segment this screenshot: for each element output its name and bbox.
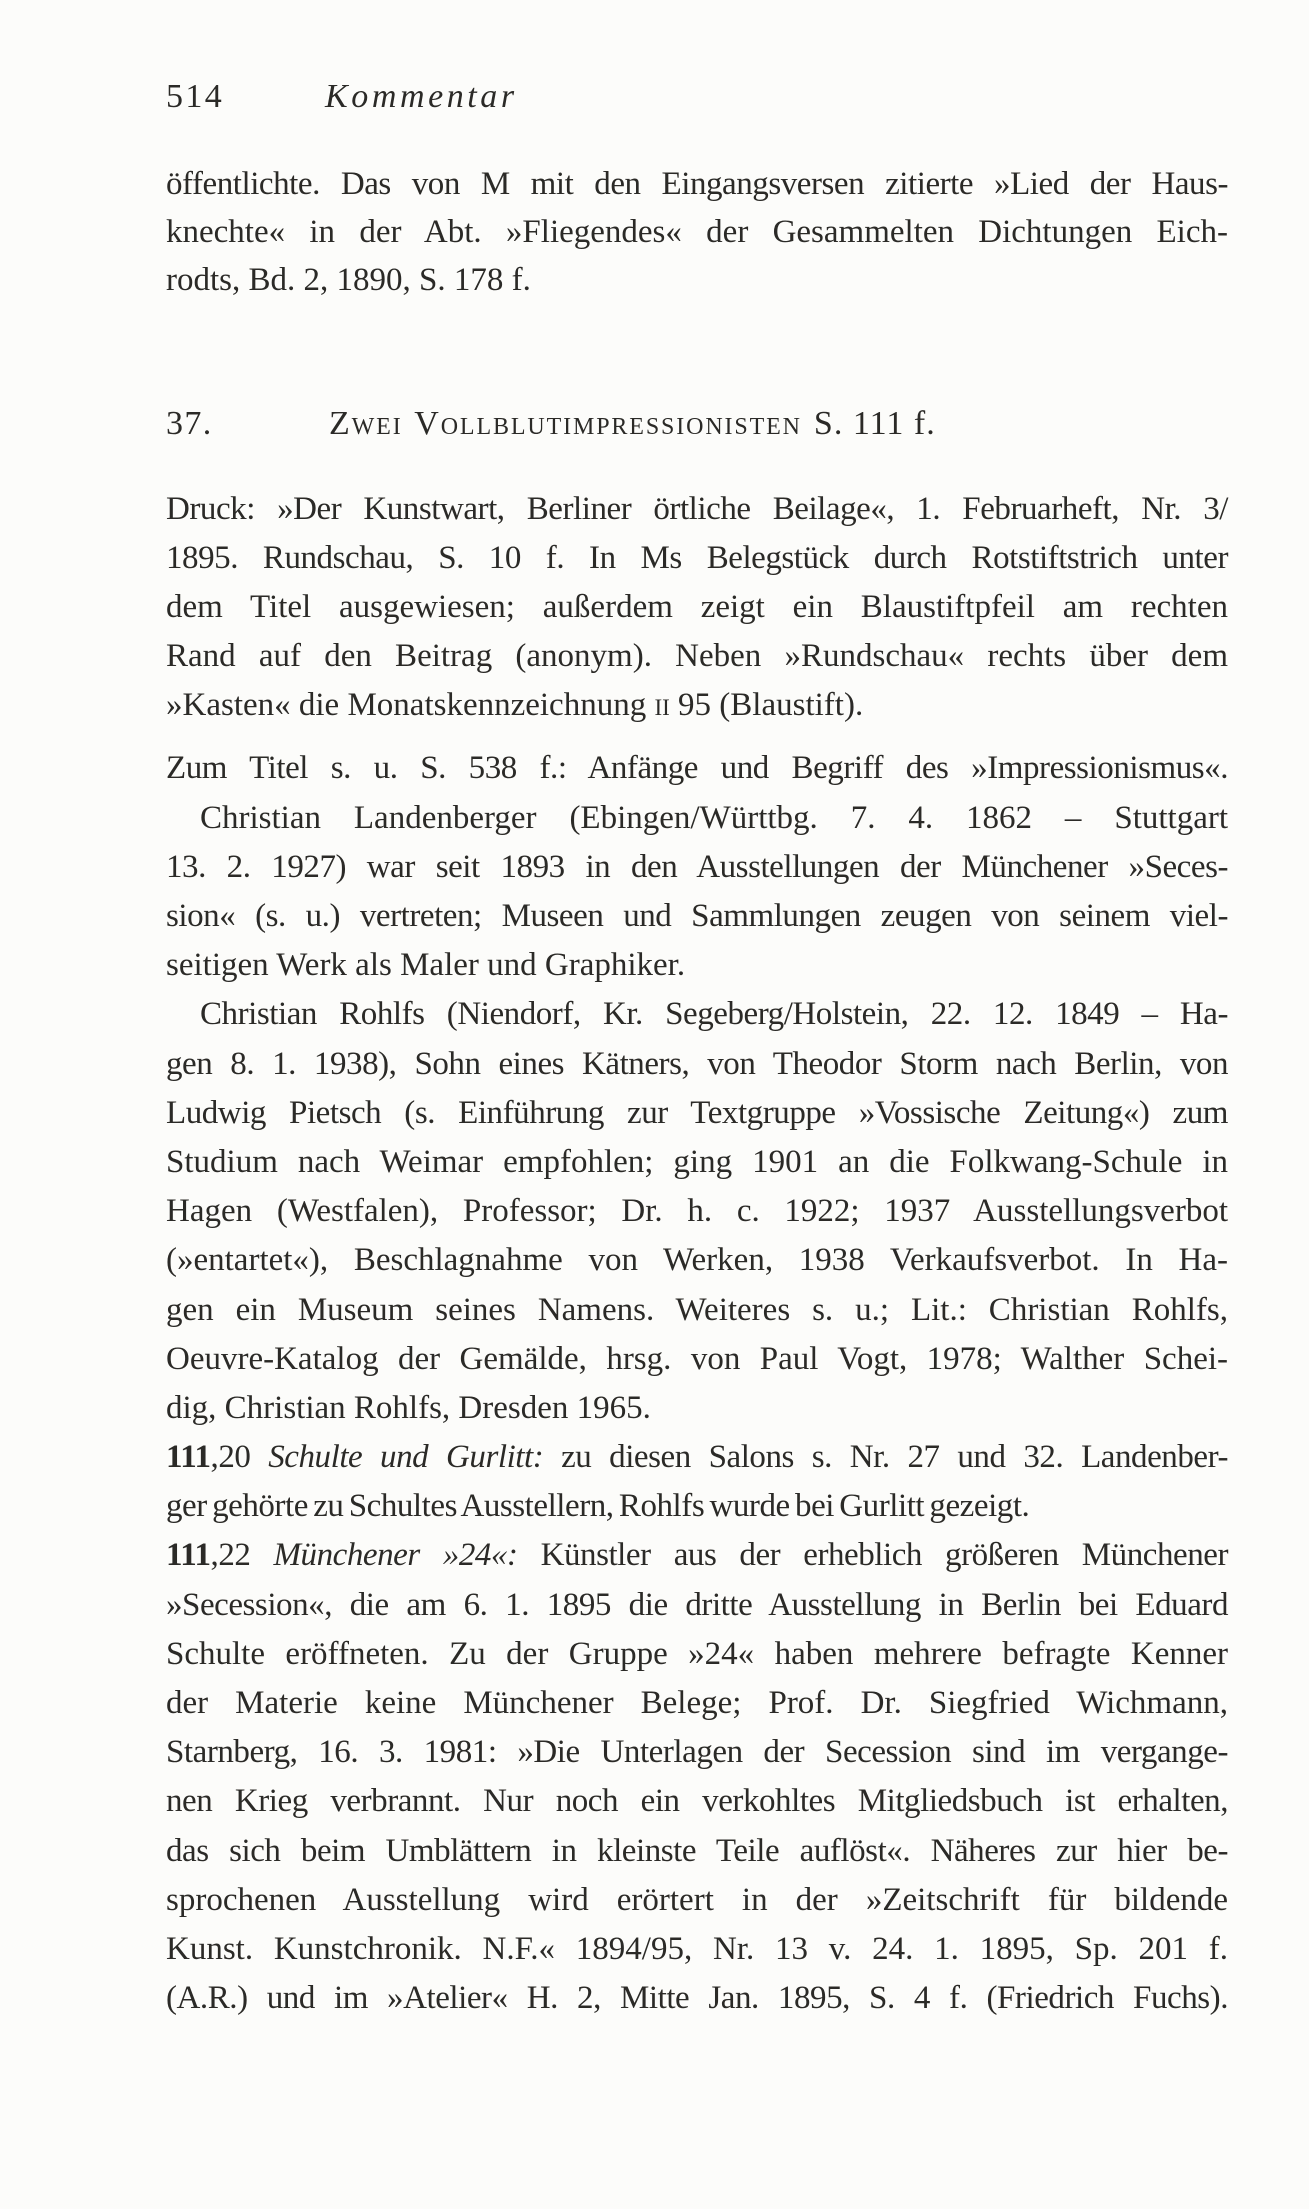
text-line: dem Titel ausgewiesen; außerdem zeigt ein Blaustiftpfeil am rechten: [166, 588, 1228, 625]
section-page-ref: S. 111 f.: [813, 404, 936, 442]
text-line: rodts, Bd. 2, 1890, S. 178 f.: [166, 262, 531, 299]
text-line: gen 8. 1. 1938), Sohn eines Kätners, von Theodor Storm nach Berlin, von: [166, 1045, 1228, 1082]
page-number: 514: [166, 78, 225, 115]
text-line: dig, Christian Rohlfs, Dresden 1965.: [166, 1389, 651, 1426]
text-line: Christian Landenberger (Ebingen/Württbg. 7. 4. 1862 – Stuttgart: [200, 799, 1228, 836]
paragraph-rohlfs: [166, 990, 1228, 1433]
text-line: 1895. Rundschau, S. 10 f. In Ms Belegstück durch Rotstiftstrich unter: [166, 539, 1228, 576]
text-line: Ludwig Pietsch (s. Einführung zur Textgruppe »Vossische Zeitung«) zum: [166, 1094, 1228, 1131]
text-line: 111,22 Münchener »24«: Künstler aus der erheblich größeren Münchener: [166, 1537, 1228, 1574]
commentary-paragraphs: [166, 485, 1228, 2024]
section-title: Zwei Vollblutimpressionisten: [329, 404, 802, 442]
text-line: sion« (s. u.) vertreten; Museen und Sammlungen zeugen von seinem viel-: [166, 898, 1228, 935]
text-line: gen ein Museum seines Namens. Weiteres s. u.; Lit.: Christian Rohlfs,: [166, 1291, 1228, 1328]
paragraph-zum-titel: [166, 744, 1228, 793]
section-heading: [166, 399, 1228, 448]
paragraph-landenberger: [166, 794, 1228, 991]
paragraph-entry-111-20: [166, 1433, 1228, 1531]
paragraph-entry-111-22: [166, 1531, 1228, 2023]
text-line: Studium nach Weimar empfohlen; ging 1901 an die Folkwang-Schule in: [166, 1143, 1228, 1180]
text-line: 111,20 Schulte und Gurlitt: zu diesen Salons s. Nr. 27 und 32. Landenber-: [166, 1439, 1228, 1476]
section-number: 37.: [166, 404, 213, 442]
text-line: das sich beim Umblättern in kleinste Teile auflöst«. Näheres zur hier be-: [166, 1832, 1228, 1869]
text-line: (A.R.) und im »Atelier« H. 2, Mitte Jan. 1895, S. 4 f. (Friedrich Fuchs).: [166, 1980, 1228, 2017]
text-line: Kunst. Kunstchronik. N.F.« 1894/95, Nr. 13 v. 24. 1. 1895, Sp. 201 f.: [166, 1930, 1228, 1967]
commentary-text: [166, 160, 1228, 2024]
text-line: Starnberg, 16. 3. 1981: »Die Unterlagen der Secession sind im vergange-: [166, 1734, 1228, 1771]
text-line: nen Krieg verbrannt. Nur noch ein verkohltes Mitgliedsbuch ist erhalten,: [166, 1783, 1228, 1820]
paragraph-intro: [166, 160, 1228, 305]
text-line: seitigen Werk als Maler und Graphiker.: [166, 947, 686, 984]
book-page: [166, 72, 1228, 2023]
text-line: der Materie keine Münchener Belege; Prof. Dr. Siegfried Wichmann,: [166, 1685, 1228, 1722]
text-line: knechte« in der Abt. »Fliegendes« der Gesammelten Dichtungen Eich-: [166, 213, 1228, 250]
text-line: »Kasten« die Monatskennzeichnung ii 95 (Blaustift).: [166, 687, 864, 724]
text-line: Schulte eröffneten. Zu der Gruppe »24« haben mehrere befragte Kenner: [166, 1635, 1228, 1672]
text-line: »Secession«, die am 6. 1. 1895 die dritte Ausstellung in Berlin bei Eduard: [166, 1586, 1228, 1623]
intro-paragraphs: [166, 160, 1228, 305]
text-line: 13. 2. 1927) war seit 1893 in den Ausstellungen der Münchener »Seces-: [166, 848, 1228, 885]
text-line: Oeuvre-Katalog der Gemälde, hrsg. von Paul Vogt, 1978; Walther Schei-: [166, 1340, 1228, 1377]
page-header: [166, 72, 1228, 121]
text-line: Zum Titel s. u. S. 538 f.: Anfänge und Begriff des »Impressionismus«.: [166, 750, 1228, 787]
text-line: Hagen (Westfalen), Professor; Dr. h. c. 1922; 1937 Ausstellungsverbot: [166, 1193, 1228, 1230]
text-line: (»entartet«), Beschlagnahme von Werken, 1938 Verkaufsverbot. In Ha-: [166, 1242, 1228, 1279]
text-line: sprochenen Ausstellung wird erörtert in der »Zeitschrift für bildende: [166, 1881, 1228, 1918]
text-line: öffentlichte. Das von M mit den Eingangsversen zitierte »Lied der Haus-: [166, 165, 1228, 202]
paragraph-druck: [166, 485, 1228, 731]
text-line: Christian Rohlfs (Niendorf, Kr. Segeberg/Holstein, 22. 12. 1849 – Ha-: [200, 996, 1228, 1033]
text-line: Druck: »Der Kunstwart, Berliner örtliche Beilage«, 1. Februarheft, Nr. 3/: [166, 490, 1228, 527]
running-head: Kommentar: [325, 78, 518, 115]
text-line: Rand auf den Beitrag (anonym). Neben »Rundschau« rechts über dem: [166, 638, 1228, 675]
text-line: ger gehörte zu Schultes Ausstellern, Rohlfs wurde bei Gurlitt gezeigt.: [166, 1488, 1030, 1525]
